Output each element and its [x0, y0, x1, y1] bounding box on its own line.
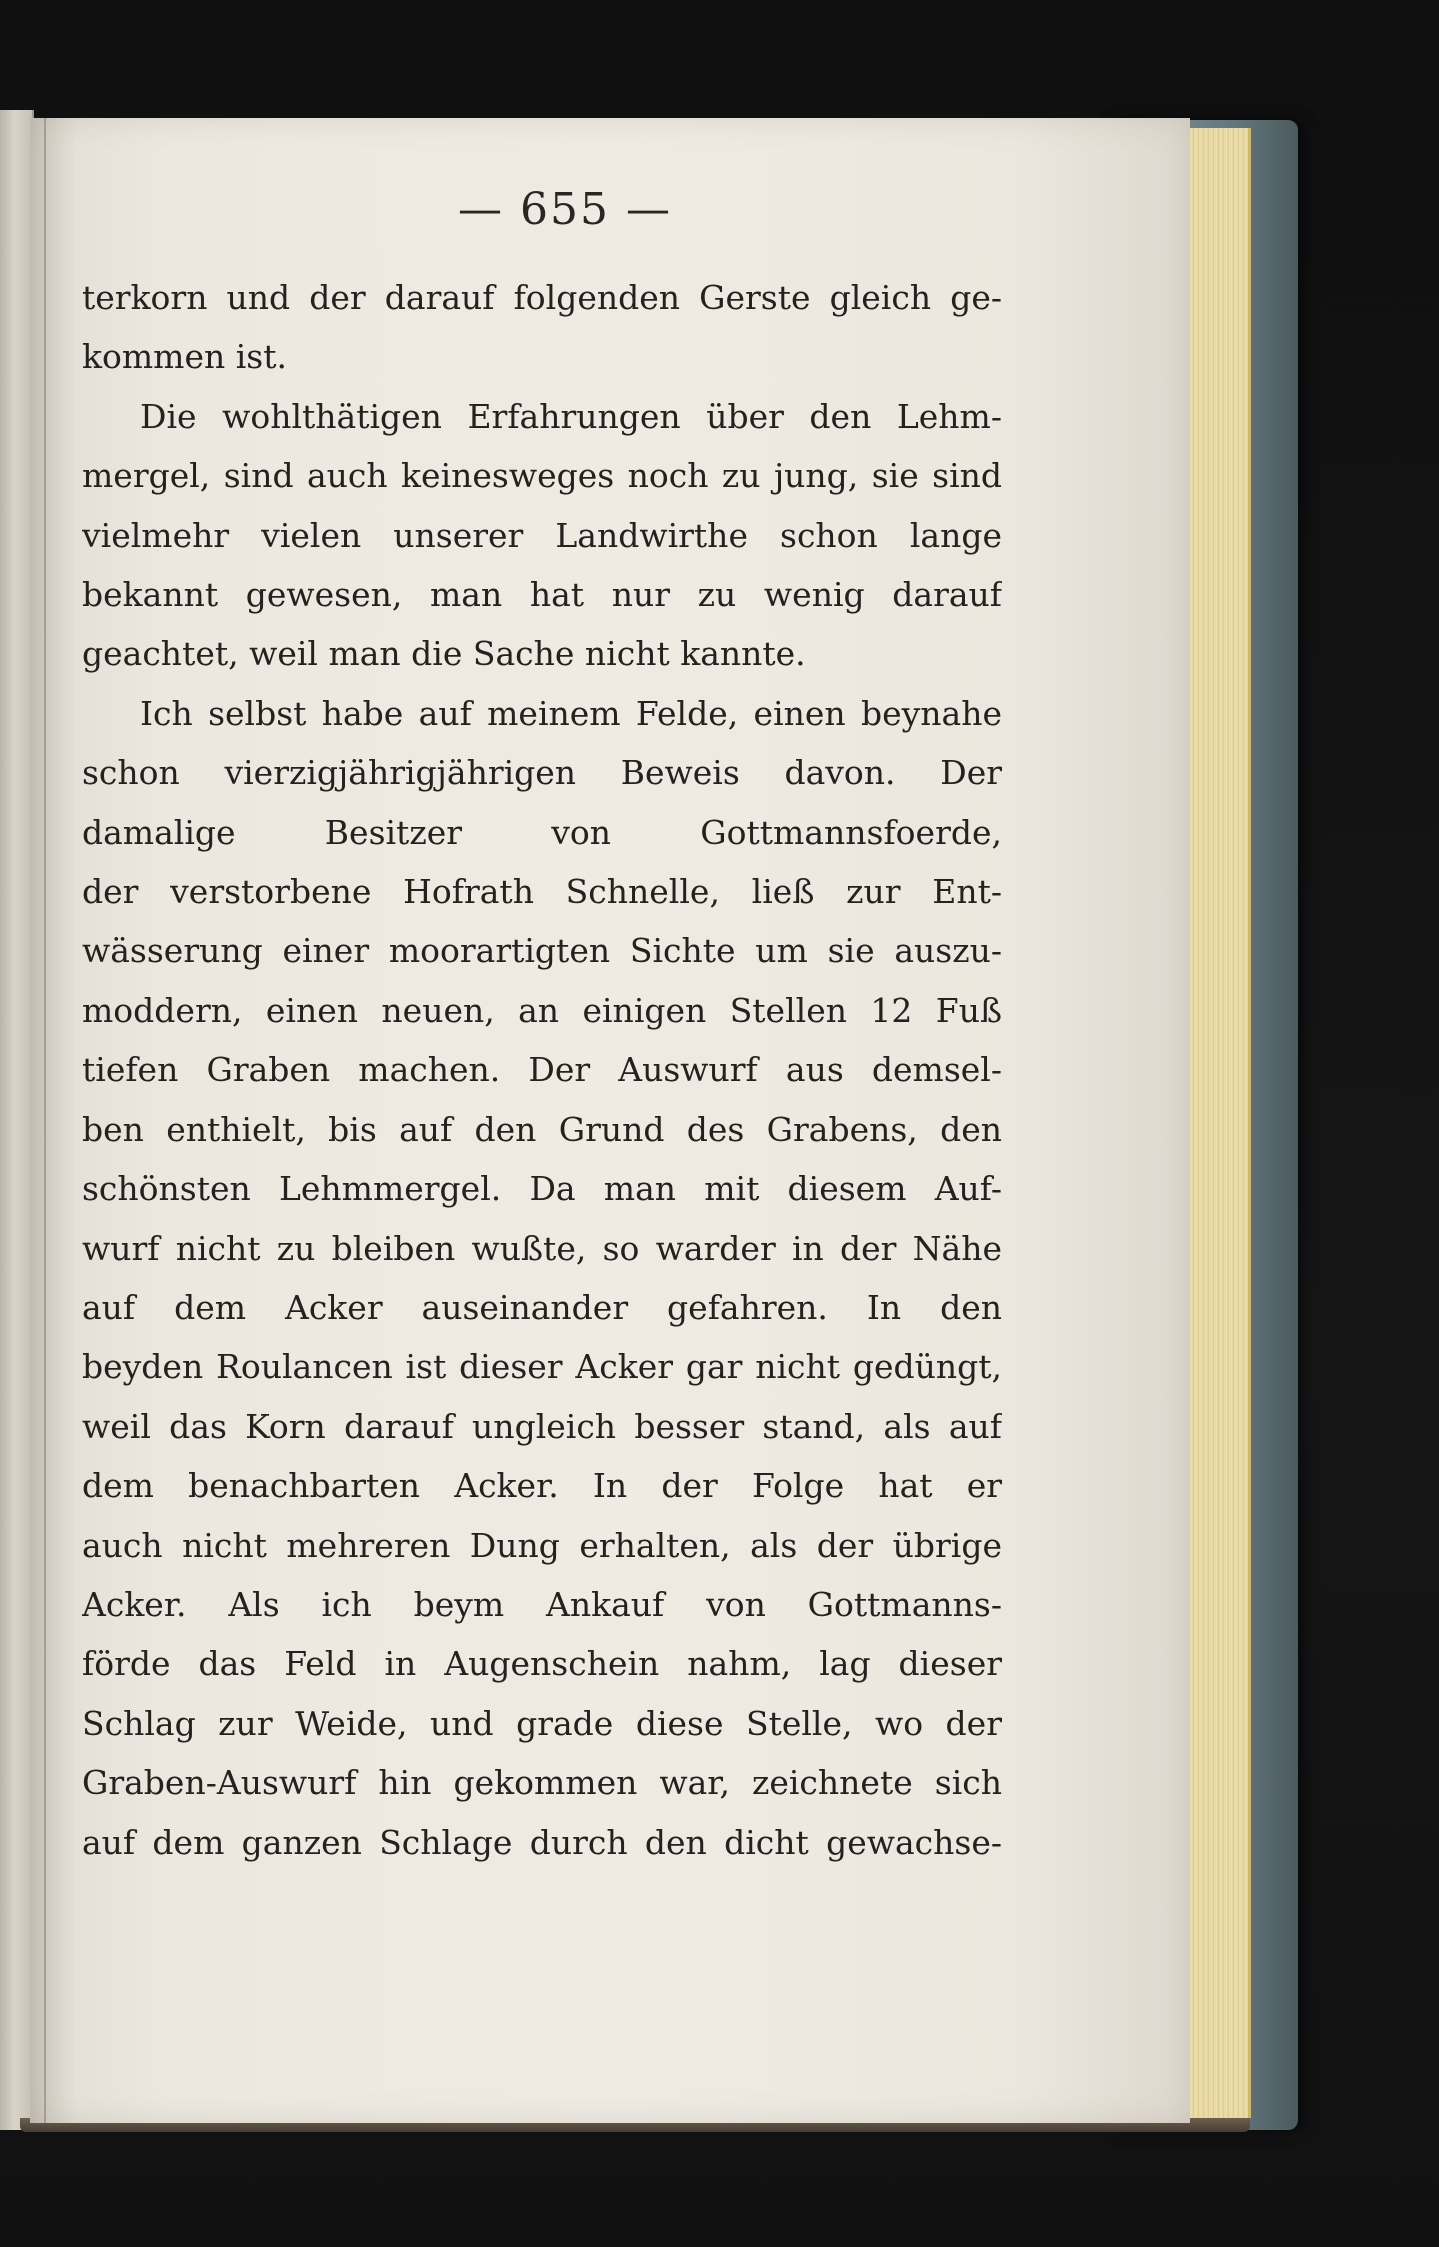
text-line: tiefen Graben machen. Der Auswurf aus demsel-	[82, 1050, 1002, 1090]
text-line: damalige Besitzer von Gottmannsfoerde,	[82, 812, 1002, 852]
text-line: vielmehr vielen unserer Landwirthe schon lange	[82, 515, 1002, 555]
text-line: terkorn und der darauf folgenden Gerste gleich ge-	[82, 278, 1002, 317]
text-line: der verstorbene Hofrath Schnelle, ließ zur Ent-	[82, 872, 1002, 912]
text-line: beyden Roulancen ist dieser Acker gar nicht gedüngt,	[82, 1347, 1002, 1387]
text-line: schon vierzigjährigjährigen Beweis davon. Der	[82, 753, 1002, 793]
text-line: Ich selbst habe auf meinem Felde, einen beynahe	[140, 693, 1002, 733]
text-line: bekannt gewesen, man hat nur zu wenig darauf	[82, 575, 1002, 615]
text-line: Acker. Als ich beym Ankauf von Gottmanns-	[82, 1584, 1002, 1624]
text-line: wurf nicht zu bleiben wußte, so warder in der Nähe	[82, 1228, 1002, 1268]
text-line: moddern, einen neuen, an einigen Stellen 12 Fuß	[82, 990, 1002, 1030]
text-line: dem benachbarten Acker. In der Folge hat er	[82, 1466, 1002, 1506]
text-line: auf dem Acker auseinander gefahren. In den	[82, 1287, 1002, 1327]
page-text	[82, 268, 1002, 1872]
text-line: geachtet, weil man die Sache nicht kannte.	[82, 634, 806, 674]
text-line: Die wohlthätigen Erfahrungen über den Lehm-	[140, 396, 1002, 436]
text-line: kommen ist.	[82, 337, 287, 377]
text-line: Graben-Auswurf hin gekommen war, zeichnete sich	[82, 1763, 1002, 1803]
text-line: schönsten Lehmmergel. Da man mit diesem Auf-	[82, 1169, 1002, 1209]
text-line: ben enthielt, bis auf den Grund des Grabens, den	[82, 1109, 1002, 1149]
text-line: auf dem ganzen Schlage durch den dicht gewachse-	[82, 1822, 1002, 1862]
text-line: wässerung einer moorartigten Sichte um sie auszu-	[82, 931, 1002, 971]
page-number: — 655 —	[458, 184, 672, 235]
text-line: mergel, sind auch keinesweges noch zu jung, sie sind	[82, 456, 1002, 496]
book-page	[30, 118, 1190, 2123]
text-line: weil das Korn darauf ungleich besser stand, als auf	[82, 1406, 1002, 1446]
facing-page-edge	[0, 110, 34, 2130]
text-line: auch nicht mehreren Dung erhalten, als der übrige	[82, 1525, 1002, 1565]
text-line: Schlag zur Weide, und grade diese Stelle, wo der	[82, 1703, 1002, 1743]
text-line: förde das Feld in Augenschein nahm, lag dieser	[82, 1644, 1002, 1684]
